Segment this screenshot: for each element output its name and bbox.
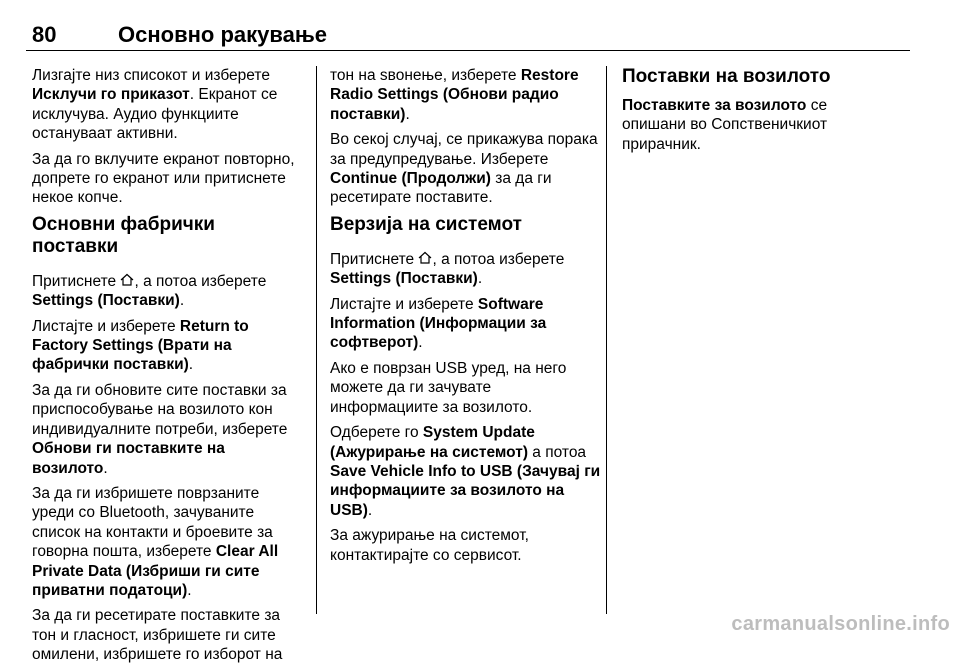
text: , а потоа изберете (432, 250, 565, 268)
text: а потоа (527, 443, 587, 461)
menu-item-ref: Restore Radio Settings (Обнови радио поставки) (330, 67, 579, 123)
menu-item-ref: Save Vehicle Info to USB (Зачувај ги информациите за возилото на USB) (330, 462, 601, 519)
text: . (405, 105, 410, 123)
text: . (477, 270, 483, 288)
paragraph (330, 250, 602, 289)
text: Листајте и изберете (330, 295, 478, 313)
menu-item-ref: Обнови ги поставките на возилото (32, 440, 225, 477)
menu-item-ref: Settings (Поставки) (330, 270, 478, 288)
menu-item-ref: System Update (Ажурирање на системот) (330, 424, 535, 461)
menu-item-ref: Software Information (Информации за софтверот) (330, 295, 547, 352)
home-icon (418, 250, 432, 269)
section-heading-version: Верзија на системот (330, 213, 522, 235)
menu-item-ref: Return to Factory Settings (Врати на фабрички поставки) (32, 317, 249, 374)
column-2 (330, 66, 602, 571)
text: Притиснете (330, 250, 419, 268)
text: За да ги обновите сите поставки за приспособување на возилото кон индивидуалните потреби, изберете (32, 381, 288, 438)
text: . (179, 292, 185, 310)
menu-item-ref: Continue (Продолжи) (330, 170, 491, 188)
text: , а потоа изберете (134, 272, 267, 290)
column-1 (32, 66, 304, 671)
text: Лизгајте низ списокот и изберете (32, 67, 270, 84)
text: Притиснете (32, 272, 121, 290)
menu-item-ref: Исклучи го приказот (32, 86, 190, 104)
paragraph (32, 317, 304, 375)
text: . (418, 334, 423, 352)
section-heading-factory: Основни фабрички поставки (32, 213, 215, 257)
paragraph (622, 96, 894, 154)
running-title: Основно ракување (118, 22, 327, 47)
menu-item-ref: Clear All Private Data (Избриши ги сите приватни податоци) (32, 543, 279, 599)
paragraph (330, 66, 602, 124)
text: за да ги ресетирате поставите. (330, 170, 552, 207)
paragraph (330, 295, 602, 353)
text: Одберете го (330, 424, 423, 442)
page-header (26, 22, 910, 51)
paragraph: За да ги ресетирате поставките за тон и гласност, избришете ги сите омилени, избришете го изборот на (32, 607, 283, 664)
column-divider (316, 66, 317, 614)
paragraph: Ако е поврзан USB уред, на него можете да ги зачувате информациите за возилото. (330, 359, 567, 416)
paragraph: За да го вклучите екранот повторно, допрете го екранот или притиснете некое копче. (32, 150, 295, 207)
text: . (103, 459, 108, 477)
text: се опишани во Сопственичкиот прирачник. (622, 97, 828, 153)
column-3 (622, 66, 894, 160)
paragraph (330, 423, 602, 520)
home-icon (120, 272, 134, 291)
text: Во секој случај, се прикажува порака за предупредување. Изберете (330, 131, 598, 168)
paragraph (32, 66, 304, 144)
watermark: carmanualsonline.info (731, 613, 950, 635)
text: . (188, 356, 194, 374)
paragraph (330, 130, 602, 208)
text: . (187, 581, 192, 599)
text: . (367, 501, 373, 519)
column-divider (606, 66, 607, 614)
paragraph (32, 484, 304, 600)
text: . Екранот се исклучува. Аудио функциите остануваат активни. (32, 86, 278, 143)
page-number: 80 (32, 22, 57, 47)
paragraph: За ажурирање на системот, контактирајте со сервисот. (330, 527, 529, 564)
menu-item-ref: Settings (Поставки) (32, 292, 180, 310)
text: За да ги избришете поврзаните уреди со Bluetooth, зачуваните список на контакти и броевите за говорна пошта, изберете (32, 484, 273, 561)
paragraph (32, 272, 304, 311)
paragraph (32, 381, 304, 478)
section-heading-vehicle: Поставки на возилото (622, 66, 831, 87)
text: тон на ѕвонење, изберете (330, 67, 521, 84)
subheading-inline: Поставките за возилото (622, 97, 807, 114)
text: Листајте и изберете (32, 317, 180, 335)
